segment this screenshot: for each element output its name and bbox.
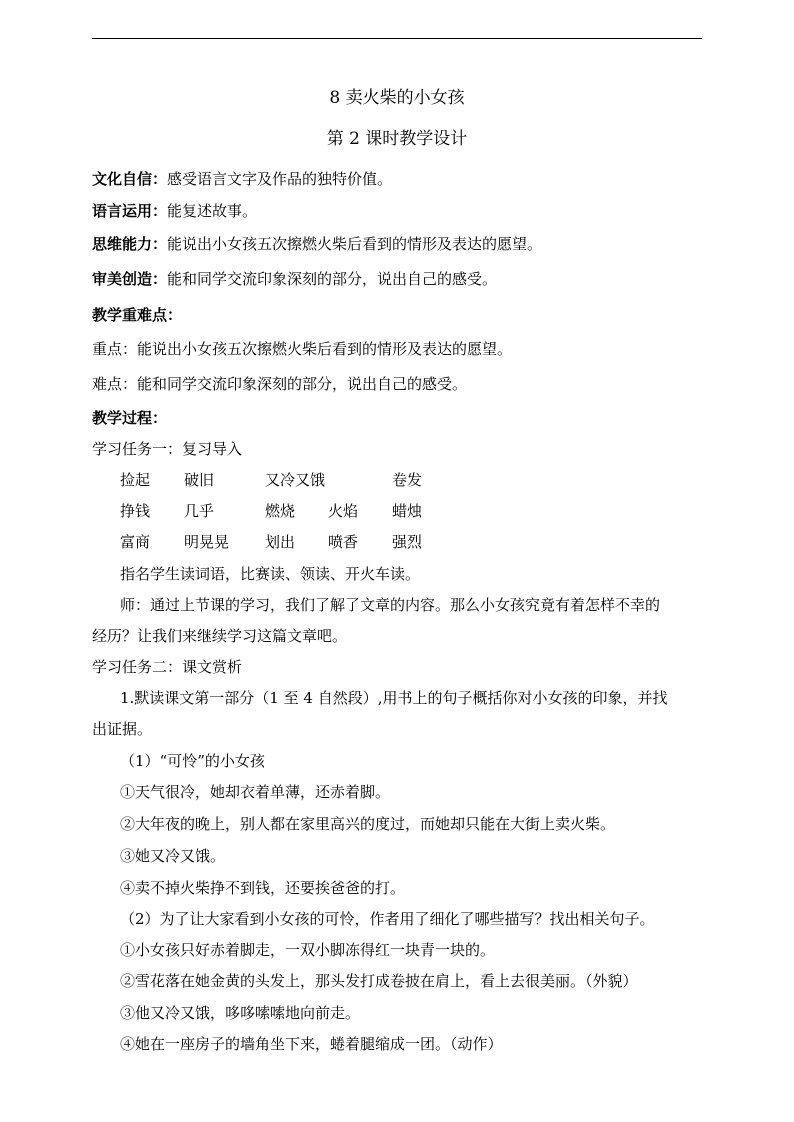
key-points-heading: 教学重难点： xyxy=(92,306,183,324)
vocab-word: 蜡烛 xyxy=(392,502,423,520)
task-2-heading: 学习任务二：课文赏析 xyxy=(92,658,243,676)
vocab-word: 明晃晃 xyxy=(184,533,230,551)
vocab-word: 挣钱 xyxy=(120,502,151,520)
list-item: ②大年夜的晚上，别人都在家里高兴的度过，而她却只能在大街上卖火柴。 xyxy=(120,815,616,833)
list-item: ①小女孩只好赤着脚走，一双小脚冻得红一块青一块的。 xyxy=(120,941,496,959)
step-1-line-2: 出证据。 xyxy=(92,720,153,738)
list-item: ②雪花落在她金黄的头发上，那头发打成卷披在肩上，看上去很美丽。（外貌） xyxy=(120,972,638,990)
objective-label: 文化自信： xyxy=(92,170,168,188)
vocab-word: 捡起 xyxy=(120,471,151,489)
key-point: 重点：能说出小女孩五次擦燃火柴后看到的情形及表达的愿望。 xyxy=(92,340,513,358)
teacher-intro-line-2: 经历？让我们来继续学习这篇文章吧。 xyxy=(92,627,348,645)
vocab-word: 富商 xyxy=(120,533,151,551)
vocab-word: 卷发 xyxy=(392,471,423,489)
objective-label: 语言运用： xyxy=(92,202,168,220)
teacher-intro-line-1: 师：通过上节课的学习，我们了解了文章的内容。那么小女孩究竟有着怎样不幸的 xyxy=(120,596,661,614)
process-heading: 教学过程： xyxy=(92,409,168,427)
objective-thinking xyxy=(92,233,542,255)
vocab-word: 又冷又饿 xyxy=(265,471,326,489)
step-1-line-1: 1.默读课文第一部分（1 至 4 自然段）,用书上的句子概括你对小女孩的印象，并找 xyxy=(120,689,668,707)
document-subtitle: 第 2 课时教学设计 xyxy=(326,129,468,149)
vocab-word: 火焰 xyxy=(328,502,359,520)
vocab-word: 划出 xyxy=(265,533,296,551)
vocab-word: 喷香 xyxy=(328,533,359,551)
difficult-point: 难点：能和同学交流印象深刻的部分，说出自己的感受。 xyxy=(92,375,468,393)
vocab-word: 燃烧 xyxy=(265,502,296,520)
objective-aesthetics xyxy=(92,268,497,290)
vocab-word: 几乎 xyxy=(184,502,215,520)
objective-text: 能和同学交流印象深刻的部分，说出自己的感受。 xyxy=(167,270,498,288)
vocab-word: 破旧 xyxy=(184,471,215,489)
list-item: ④她在一座房子的墙角坐下来，蜷着腿缩成一团。（动作） xyxy=(120,1035,503,1053)
read-instruction: 指名学生读词语，比赛读、领读、开火车读。 xyxy=(120,565,421,583)
sub-question-2: （2）为了让大家看到小女孩的可怜，作者用了细化了哪些描写？找出相关句子。 xyxy=(120,910,655,928)
header-rule xyxy=(92,38,702,39)
document-title: 8 卖火柴的小女孩 xyxy=(329,88,465,108)
objective-text: 感受语言文字及作品的独特价值。 xyxy=(167,170,393,188)
list-item: ①天气很冷，她却衣着单薄，还赤着脚。 xyxy=(120,783,391,801)
objective-culture xyxy=(92,168,392,190)
objective-text: 能说出小女孩五次擦燃火柴后看到的情形及表达的愿望。 xyxy=(167,235,543,253)
objective-label: 思维能力： xyxy=(92,235,168,253)
list-item: ③她又冷又饿。 xyxy=(120,847,226,865)
vocab-word: 强烈 xyxy=(392,533,423,551)
objective-language xyxy=(92,200,257,222)
objective-label: 审美创造： xyxy=(92,270,168,288)
objective-text: 能复述故事。 xyxy=(167,202,258,220)
list-item: ③他又冷又饿，哆哆嗦嗦地向前走。 xyxy=(120,1004,361,1022)
list-item: ④卖不掉火柴挣不到钱，还要挨爸爸的打。 xyxy=(120,879,406,897)
sub-question-1: （1）“可怜”的小女孩 xyxy=(120,752,265,770)
task-1-heading: 学习任务一：复习导入 xyxy=(92,440,243,458)
